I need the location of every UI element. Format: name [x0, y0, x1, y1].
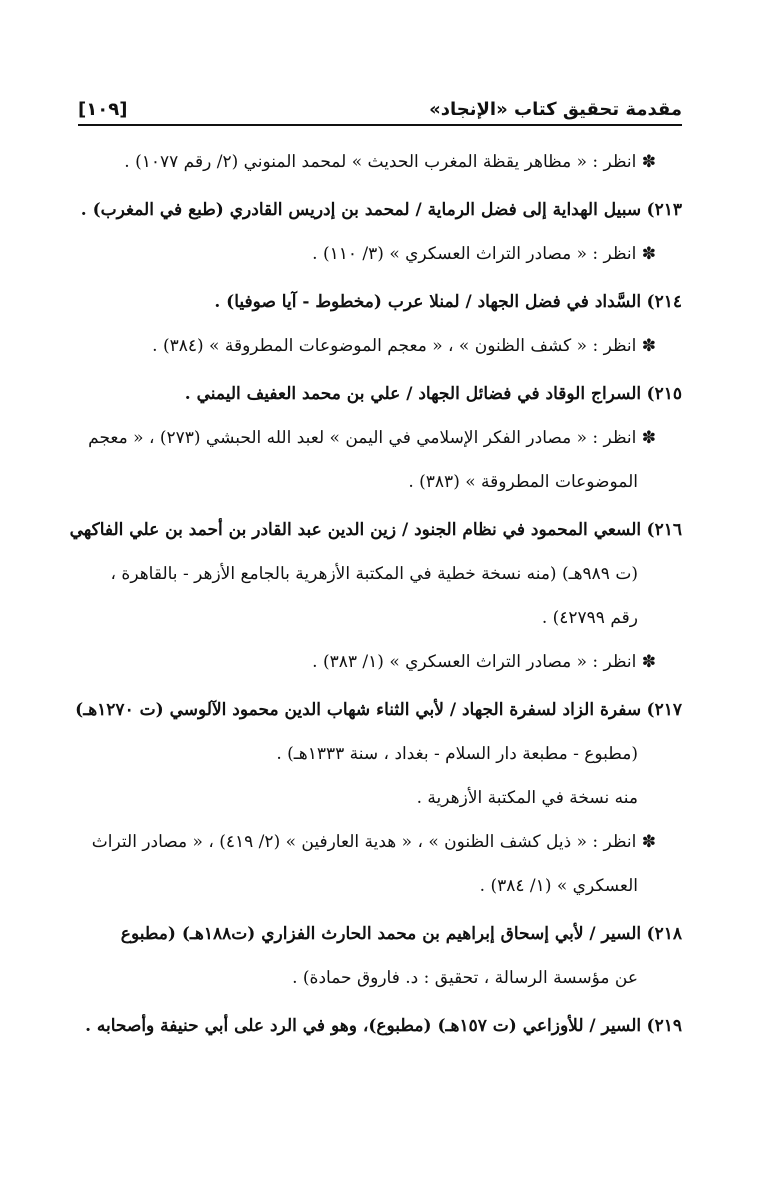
- entry-number: ٢١٦): [646, 520, 682, 540]
- entry-219: [78, 1004, 682, 1048]
- entry-text: السَّداد في فضل الجهاد / لمنلا عرب (مخطوط - آيا صوفيا) .: [214, 292, 642, 312]
- page-number: [١٠٩]: [78, 99, 128, 120]
- see-reference-line: ✽ انظر : « كشف الظنون » ، « معجم الموضوعات المطروقة » (٣٨٤) .: [152, 336, 656, 356]
- continuation-line: (ت ٩٨٩هـ) (منه نسخة خطية في المكتبة الأزهرية بالجامع الأزهر - بالقاهرة ،: [110, 564, 638, 584]
- continuation-line: (مطبوع - مطبعة دار السلام - بغداد ، سنة ١٣٣٣هـ) .: [276, 744, 638, 764]
- entry-number: ٢١٧): [646, 700, 682, 720]
- entry-number: ٢١٥): [646, 384, 682, 404]
- entry-213: [78, 188, 682, 232]
- entry-217: [75, 688, 682, 732]
- entry-text: السير / لأبي إسحاق إبراهيم بن محمد الحارث الفزاري (ت١٨٨هـ) (مطبوع: [120, 924, 642, 944]
- entry-text: السراج الوقاد في فضائل الجهاد / علي بن محمد العفيف اليمني .: [184, 384, 642, 404]
- continuation-line: رقم ٤٢٧٩٩) .: [541, 608, 638, 628]
- entry-number: ٢١٣): [646, 200, 682, 220]
- page-header: [78, 84, 682, 120]
- bibliography-list: [69, 140, 682, 1048]
- entry-text: سفرة الزاد لسفرة الجهاد / لأبي الثناء شهاب الدين محمود الآلوسي (ت ١٢٧٠هـ): [75, 700, 642, 720]
- entry-text: السير / للأوزاعي (ت ١٥٧هـ) (مطبوع)، وهو في الرد على أبي حنيفة وأصحابه .: [85, 1016, 642, 1036]
- entry-215: [78, 372, 682, 416]
- see-reference-line: ✽ انظر : « مصادر الفكر الإسلامي في اليمن » لعبد الله الحبشي (٢٧٣) ، « معجم: [88, 428, 656, 448]
- entry-number: ٢١٤): [646, 292, 682, 312]
- entry-218: [78, 912, 682, 956]
- entry-text: السعي المحمود في نظام الجنود / زين الدين عبد القادر بن أحمد بن علي الفاكهي: [69, 520, 642, 540]
- header-rule: [78, 124, 682, 126]
- entry-216: [69, 508, 682, 552]
- entry-number: ٢١٩): [646, 1016, 682, 1036]
- entry-number: ٢١٨): [646, 924, 682, 944]
- entry-text: سبيل الهداية إلى فضل الرماية / لمحمد بن إدريس القادري (طبع في المغرب) .: [80, 200, 642, 220]
- continuation-line: العسكري » (١/ ٣٨٤) .: [479, 876, 638, 896]
- continuation-line: منه نسخة في المكتبة الأزهرية .: [416, 788, 638, 808]
- see-reference-line: ✽ انظر : « ذيل كشف الظنون » ، « هدية العارفين » (٢/ ٤١٩) ، « مصادر التراث: [91, 832, 656, 852]
- continuation-line: الموضوعات المطروقة » (٣٨٣) .: [408, 472, 638, 492]
- continuation-line: عن مؤسسة الرسالة ، تحقيق : د. فاروق حمادة) .: [292, 968, 638, 988]
- see-reference-line: ✽ انظر : « مصادر التراث العسكري » (٣/ ١١٠) .: [312, 244, 656, 264]
- running-title: مقدمة تحقيق كتاب «الإنجاد»: [429, 99, 682, 120]
- entry-214: [78, 280, 682, 324]
- see-reference-line: ✽ انظر : « مصادر التراث العسكري » (١/ ٣٨٣) .: [312, 652, 656, 672]
- see-reference-line: ✽ انظر : « مظاهر يقظة المغرب الحديث » لمحمد المنوني (٢/ رقم ١٠٧٧) .: [124, 152, 656, 172]
